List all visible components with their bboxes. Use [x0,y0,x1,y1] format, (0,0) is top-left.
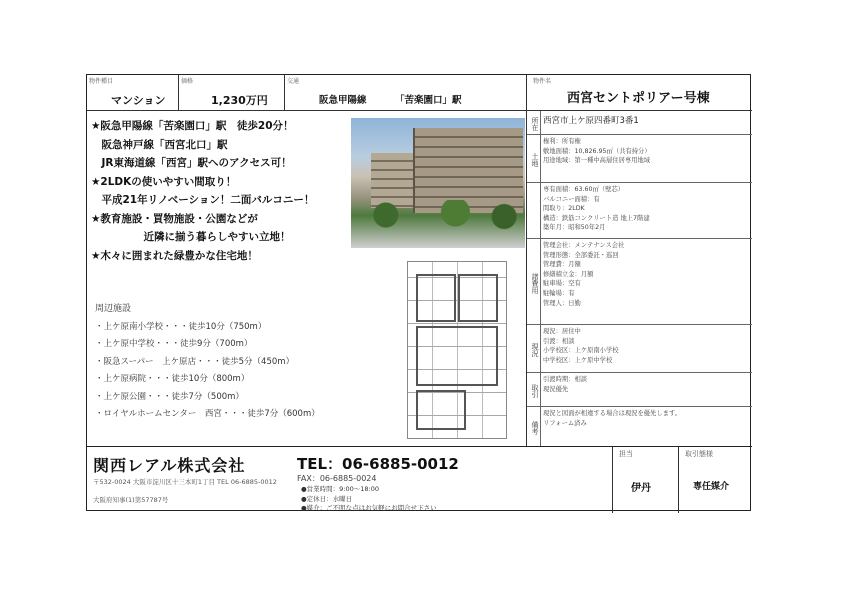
location-body [543,113,750,127]
mgmt-line: 管理会社：メンテナンス会社 [543,242,625,249]
staff-cell [612,447,678,513]
building-side [527,183,541,238]
mgmt-line: 駐車場：空有 [543,280,581,288]
mgmt-side: 諸費用 [527,239,541,324]
nearby-item: ・上ケ原病院・・・徒歩10分（800m） [95,374,250,384]
price-value: 1,230万円 [211,94,268,107]
nearby-facilities [95,301,395,424]
property-name: 西宮セントポリアー号棟 [567,91,710,106]
remarks-row [527,407,752,446]
nearby-item: ・ロイヤルホームセンター 西宮・・・徒歩7分（600m） [95,409,320,419]
current-line: 中学校区：上ケ原中学校 [543,356,613,364]
footer-note: ●営業時間：9:00～18:00 [301,485,379,493]
remarks-body [543,409,750,428]
phone-number[interactable]: TEL：06-6885-0012 [297,455,459,473]
land-side: 土地 [527,135,541,182]
land-body [543,137,750,166]
feature-item: ★教育施設・買物施設・公園などが [91,212,258,225]
current-row [527,325,752,373]
building-photo-trees [351,200,525,230]
mgmt-body [543,241,750,308]
mgmt-row [527,239,752,325]
trade-side: 取引 [527,373,541,406]
name-caption: 物件名 [533,78,552,85]
building-line: 専有面積：63.60㎡（壁芯） [543,186,624,193]
property-sheet [86,74,751,511]
footer [87,446,752,512]
feature-item: 近隣に揃う暮らしやすい立地！ [91,231,291,243]
current-side: 現況 [527,325,541,372]
land-line: 用途地域：第一種中高層住居専用地域 [543,157,651,165]
mgmt-line: 管理形態：全部委託・巡回 [543,251,619,259]
mode-value: 専任媒介 [693,482,730,492]
mgmt-line: 修繕積立金：月額 [543,270,594,278]
price-cell [179,75,285,111]
current-line: 小学校区：上ケ原南小学校 [543,347,619,355]
remark-line: 現況と図面が相違する場合は現況を優先します。 [543,410,682,417]
feature-item: JR東海道線「西宮」駅へのアクセス可！ [91,157,292,169]
floor-plan-room [416,326,498,386]
feature-item: 平成21年リノベーション！二面バルコニー！ [91,194,315,206]
nearby-title: 周辺施設 [95,304,132,314]
trade-body [543,375,750,394]
footer-notes [301,485,437,514]
trade-line: 現況優先 [543,385,569,393]
building-row [527,183,752,239]
address: 西宮市上ケ原四番町3番1 [543,116,639,126]
building-line: 構造：鉄筋コンクリート造 地上7階建 [543,214,650,222]
price-caption: 価格 [181,78,194,85]
line-value: 阪急甲陽線 [319,95,367,106]
mode-caption: 取引態様 [685,450,713,458]
name-cell [527,75,752,111]
footer-note: ●定休日：水曜日 [301,494,353,503]
company-address: 〒532-0024 大阪市淀川区十三本町1丁目 TEL 06-6885-0012 [93,478,277,486]
mgmt-line: 管理人：日勤 [543,299,581,307]
nearby-item: ・上ケ原公園・・・徒歩7分（500m） [95,391,244,402]
type-value: マンション [111,94,166,107]
mgmt-line: 駐輪場：有 [543,289,575,297]
transit-cell [285,75,527,111]
trade-row [527,373,752,407]
main-content [87,111,527,446]
remark-line: リフォーム済み [543,419,587,427]
floor-plan-room [416,274,456,322]
footer-note: ●媒介：ご不明な点はお気軽にお問合せ下さい [301,504,437,512]
trade-line: 引渡時期：相談 [543,376,588,383]
building-photo [351,118,525,248]
land-row [527,135,752,183]
mode-cell [678,447,752,513]
land-line: 敷地面積：10,826.95㎡（共有持分） [543,147,651,155]
fax-number: FAX：06-6885-0024 [297,474,377,483]
type-cell [87,75,179,111]
land-line: 権利：所有権 [543,138,581,145]
nearby-item: ・阪急スーパー 上ケ原店・・・徒歩5分（450m） [95,356,295,367]
spec-panel [527,75,752,446]
feature-list [91,117,349,265]
floor-plan-room [458,274,498,322]
remarks-side: 備考 [527,407,541,446]
feature-item: 阪急神戸線「西宮北口」駅 [91,138,228,151]
nearby-item: ・上ケ原南小学校・・・徒歩10分（750m） [95,321,267,332]
feature-item: ★2LDKの使いやすい間取り！ [91,175,237,188]
building-line: 築年月：昭和50年2月 [543,224,606,232]
building-line: バルコニー面積：有 [543,195,600,203]
floor-plan [407,261,507,439]
type-caption: 物件種目 [89,78,114,85]
company-license: 大阪府知事(1)第57787号 [93,496,169,504]
nearby-item: ・上ケ原中学校・・・徒歩9分（700m） [95,339,253,349]
current-body [543,327,750,365]
mgmt-line: 管理費：月額 [543,261,581,269]
staff-value: 伊丹 [631,483,651,494]
location-row [527,111,752,135]
transit-caption: 交通 [287,78,300,85]
staff-caption: 担当 [619,450,633,458]
station-value: 「苦楽園口」駅 [395,95,462,106]
feature-item: ★木々に囲まれた緑豊かな住宅地！ [91,249,258,262]
location-side: 所在 [527,111,541,134]
feature-item: ★阪急甲陽線「苦楽園口」駅 徒歩20分！ [91,120,294,132]
building-line: 間取り：2LDK [543,205,585,213]
floor-plan-room [416,390,466,430]
current-line: 現況：居住中 [543,328,581,335]
company-name: 関西レアル株式会社 [93,456,246,475]
building-body [543,185,750,233]
current-line: 引渡：相談 [543,337,575,345]
